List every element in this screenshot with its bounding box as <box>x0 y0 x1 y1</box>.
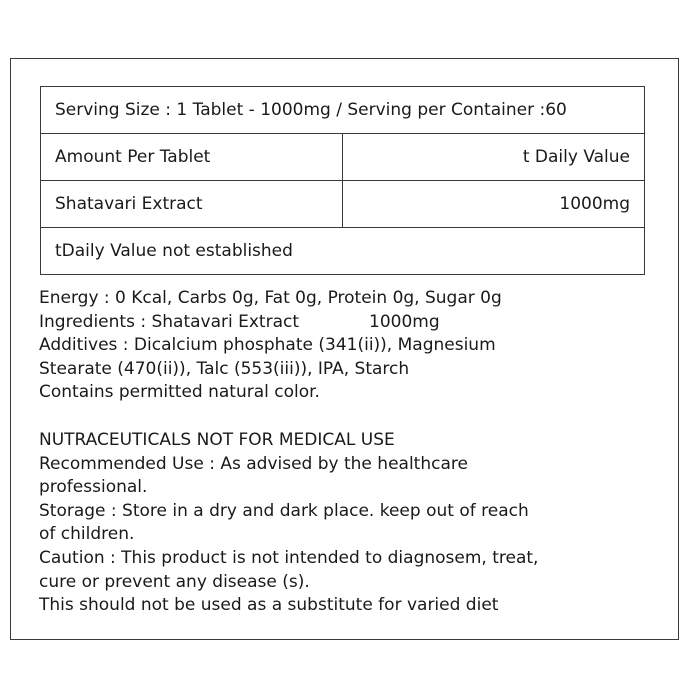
supplement-facts-table <box>40 86 645 275</box>
serving-size-text: Serving Size : 1 Tablet - 1000mg / Serving per Container :60 <box>41 87 645 134</box>
substitute-line: This should not be used as a substitute for varied diet <box>39 595 499 616</box>
storage-line-2: of children. <box>39 524 135 545</box>
header-row <box>41 134 645 181</box>
usage-heading: NUTRACEUTICALS NOT FOR MEDICAL USE <box>39 430 395 450</box>
recommended-line-2: professional. <box>39 477 148 498</box>
caution-line-1: Caution : This product is not intended to diagnosem, treat, <box>39 547 539 568</box>
daily-value-header: t Daily Value <box>343 134 645 181</box>
nutrition-info <box>39 287 502 405</box>
caution-line-2: cure or prevent any disease (s). <box>39 571 310 592</box>
footnote-row <box>41 228 645 275</box>
color-line: Contains permitted natural color. <box>39 382 320 403</box>
additives-line-1: Additives : Dicalcium phosphate (341(ii)), Magnesium <box>39 335 496 356</box>
storage-line-1: Storage : Store in a dry and dark place. keep out of reach <box>39 500 529 521</box>
serving-row <box>41 87 645 134</box>
table-row <box>41 181 645 228</box>
ingredients-label: Ingredients : Shatavari Extract <box>39 311 300 332</box>
ingredient-name: Shatavari Extract <box>41 181 343 228</box>
additives-line-2: Stearate (470(ii)), Talc (553(iii)), IPA, Starch <box>39 358 410 379</box>
supplement-label <box>10 58 679 640</box>
recommended-line-1: Recommended Use : As advised by the healthcare <box>39 453 468 474</box>
ingredients-line <box>39 311 502 335</box>
daily-value-footnote: tDaily Value not established <box>41 228 645 275</box>
ingredient-amount: 1000mg <box>343 181 645 228</box>
amount-per-tablet-header: Amount Per Tablet <box>41 134 343 181</box>
ingredients-amount: 1000mg <box>369 311 440 332</box>
energy-line: Energy : 0 Kcal, Carbs 0g, Fat 0g, Protein 0g, Sugar 0g <box>39 288 502 308</box>
usage-info <box>39 429 538 618</box>
